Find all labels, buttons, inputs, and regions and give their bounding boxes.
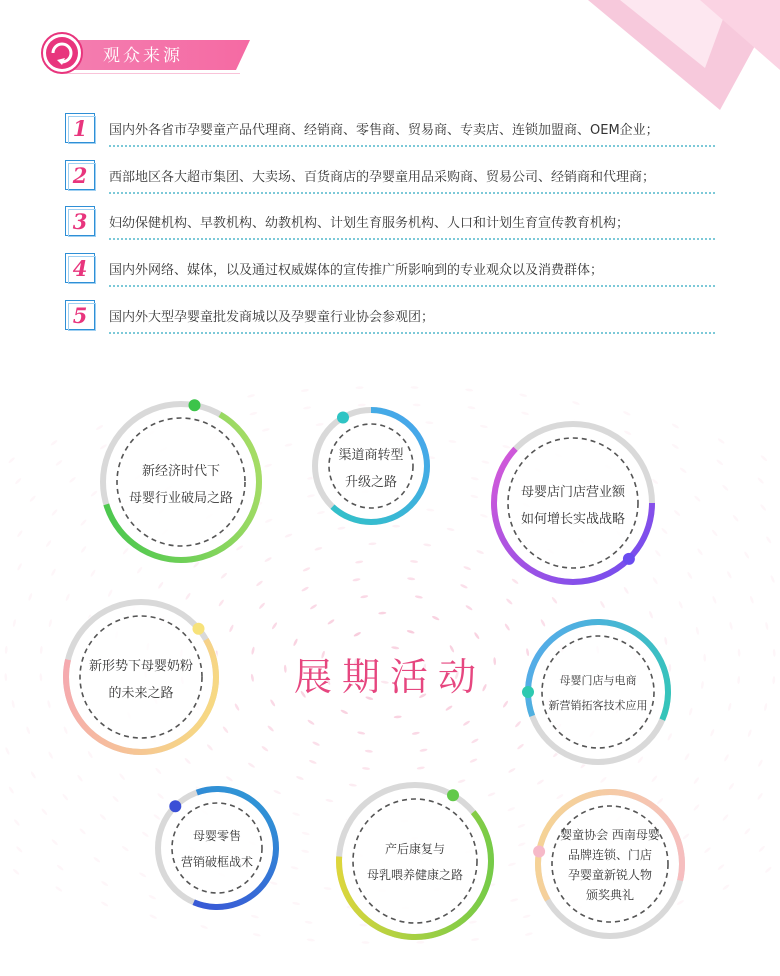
activity-ring <box>488 418 658 588</box>
activity-label: 品牌连锁、门店 <box>567 848 652 862</box>
number-badge <box>65 113 95 143</box>
activity-label: 营销破框战术 <box>180 855 253 869</box>
activity-circle <box>333 779 497 943</box>
dotted-divider <box>109 192 715 194</box>
dotted-divider <box>109 238 715 240</box>
activity-circle <box>97 398 265 566</box>
activity-label: 渠道商转型 <box>338 448 404 463</box>
audience-item <box>65 206 715 240</box>
number-label: 2 <box>72 163 88 188</box>
number-label: 3 <box>72 209 88 234</box>
activity-label: 新营销拓客技术应用 <box>548 699 648 712</box>
activity-circle <box>60 596 222 758</box>
activity-label: 孕婴童新锐人物 <box>567 868 652 882</box>
activity-circle <box>532 786 688 942</box>
audience-text: 国内外各省市孕婴童产品代理商、经销商、零售商、贸易商、专卖店、连锁加盟商、OEM企业； <box>109 123 659 138</box>
decorative-triangles <box>560 0 780 110</box>
dotted-divider <box>109 285 715 287</box>
activity-ring <box>532 786 688 942</box>
activity-label: 如何增长实战战略 <box>520 512 625 527</box>
audience-text: 妇幼保健机构、早教机构、幼教机构、计划生育服务机构、人口和计划生育宣传教育机构； <box>109 216 630 231</box>
number-badge <box>65 160 95 190</box>
refresh-icon <box>40 31 84 75</box>
audience-item <box>65 160 715 194</box>
activity-label: 母婴行业破局之路 <box>128 491 233 506</box>
activity-label: 母婴店门店营业额 <box>520 485 625 500</box>
section-title: 观众来源 <box>103 46 183 66</box>
number-badge <box>65 253 95 283</box>
activity-label: 颁奖典礼 <box>585 888 634 902</box>
activity-ring <box>97 398 265 566</box>
activity-label: 新经济时代下 <box>141 464 220 479</box>
activity-label: 的未来之路 <box>108 686 174 701</box>
activity-label: 产后康复与 <box>384 842 445 856</box>
activity-label: 母婴零售 <box>192 829 241 843</box>
audience-item <box>65 253 715 287</box>
number-label: 5 <box>72 303 88 328</box>
activity-circle <box>152 783 282 913</box>
activity-label: 母婴门店与电商 <box>559 674 637 687</box>
audience-text: 国内外网络、媒体，以及通过权威媒体的宣传推广所影响到的专业观众以及消费群体； <box>109 263 604 278</box>
audience-item <box>65 300 715 334</box>
audience-item <box>65 113 715 147</box>
dotted-divider <box>109 145 715 147</box>
activity-label: 升级之路 <box>344 475 397 490</box>
number-badge <box>65 206 95 236</box>
activity-label: 母乳喂养健康之路 <box>366 868 463 882</box>
activity-circle <box>488 418 658 588</box>
activity-ring <box>333 779 497 943</box>
dotted-divider <box>109 332 715 334</box>
activity-ring <box>522 616 674 768</box>
audience-text: 国内外大型孕婴童批发商城以及孕婴童行业协会参观团； <box>109 310 435 325</box>
number-label: 4 <box>72 256 88 281</box>
activity-ring <box>60 596 222 758</box>
activity-circle <box>522 616 674 768</box>
number-label: 1 <box>72 116 88 141</box>
activity-ring <box>309 404 433 528</box>
audience-text: 西部地区各大超市集团、大卖场、百货商店的孕婴童用品采购商、贸易公司、经销商和代理商； <box>109 170 656 185</box>
activity-ring <box>152 783 282 913</box>
activity-circle <box>309 404 433 528</box>
activity-label: 新形势下母婴奶粉 <box>88 659 193 674</box>
activity-label: 婴童协会 西南母婴 <box>560 828 660 842</box>
activities-title: 展期活动 <box>293 655 486 699</box>
number-badge <box>65 300 95 330</box>
